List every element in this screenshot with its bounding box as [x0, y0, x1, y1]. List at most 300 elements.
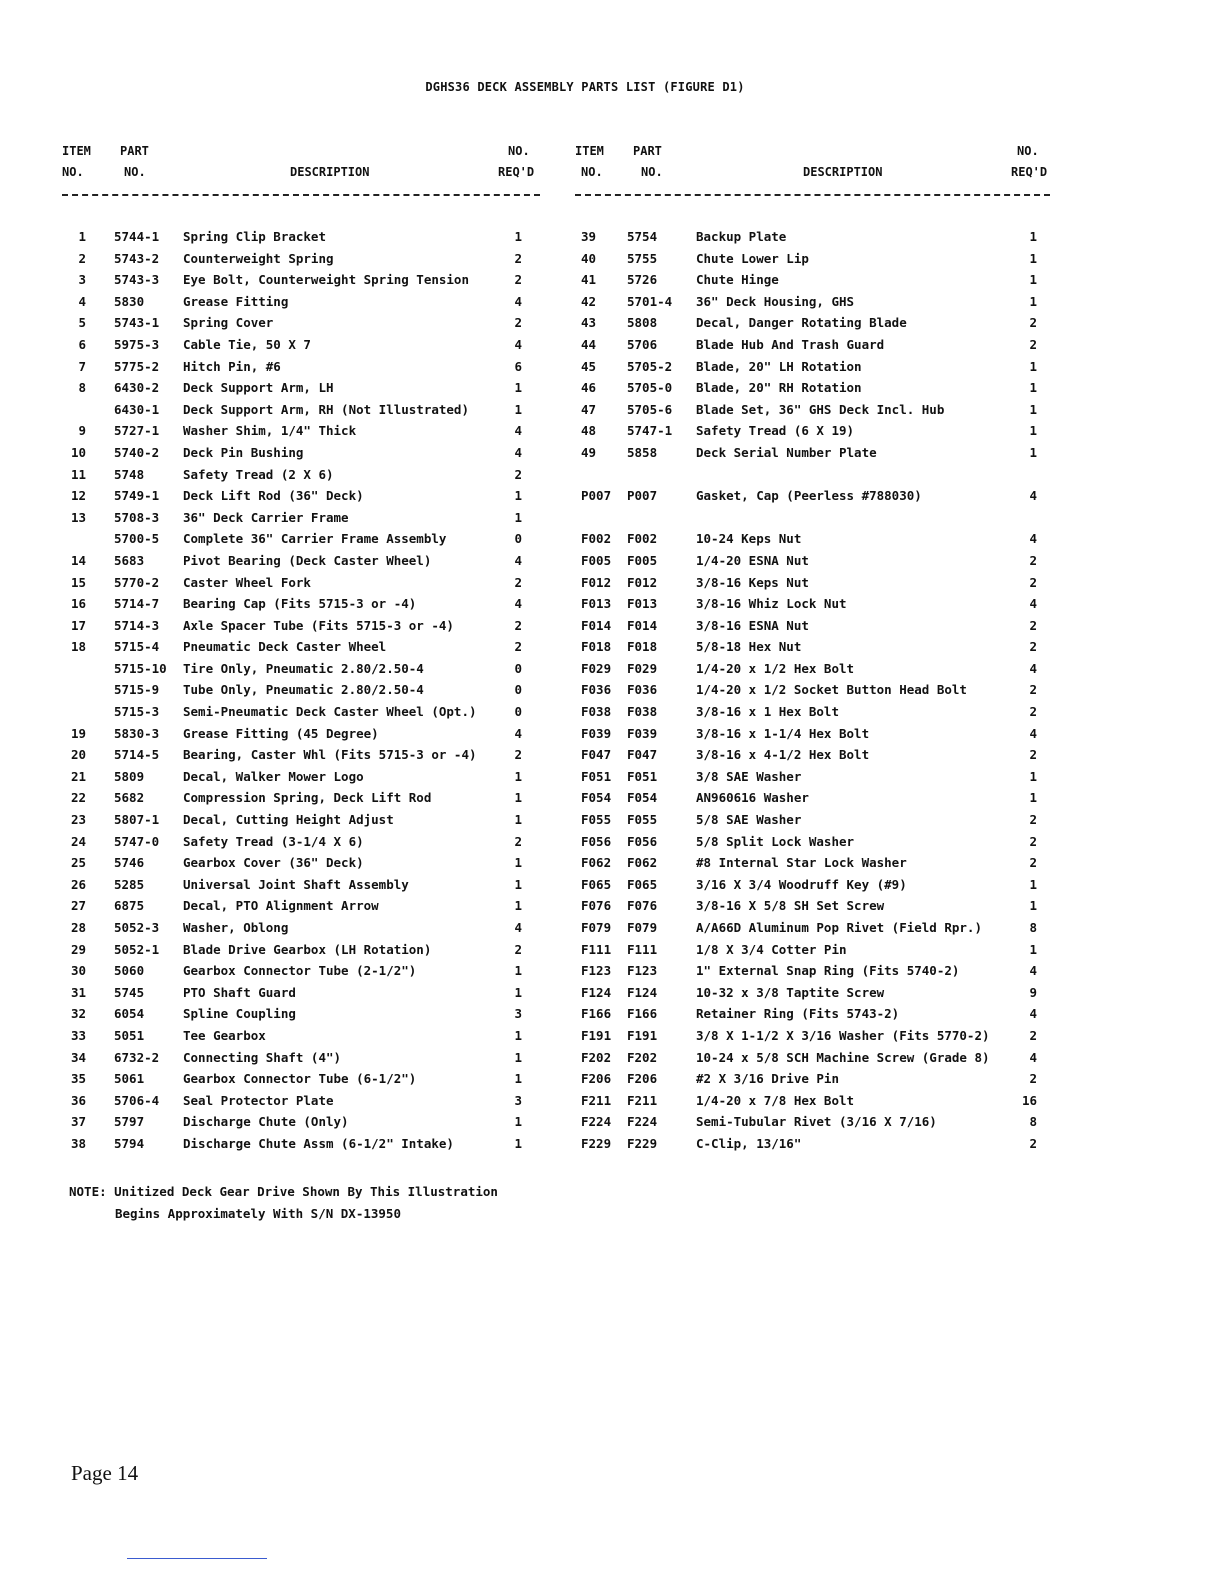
quantity-required: 2 [1029, 855, 1037, 871]
part-number: F051 [627, 768, 658, 784]
table-row [62, 380, 540, 402]
table-row [62, 1093, 540, 1115]
table-row [575, 769, 1050, 791]
part-number: 6732-2 [114, 1049, 160, 1065]
quantity-required: 2 [514, 617, 522, 633]
quantity-required: 4 [1029, 1049, 1037, 1065]
header-qty-line2: REQ'D [1011, 165, 1048, 179]
part-description: Chute Hinge [696, 272, 779, 288]
part-number: F062 [627, 855, 658, 871]
part-number: F039 [627, 725, 658, 741]
part-description: Chute Lower Lip [696, 250, 809, 266]
quantity-required: 1 [514, 1049, 522, 1065]
table-row [62, 682, 540, 704]
part-description: Blade Hub And Trash Guard [696, 336, 885, 352]
quantity-required: 1 [514, 963, 522, 979]
item-number: F191 [581, 1027, 612, 1043]
quantity-required: 4 [514, 444, 522, 460]
table-row [575, 963, 1050, 985]
item-number: 44 [581, 336, 597, 352]
table-row [575, 359, 1050, 381]
table-row [575, 704, 1050, 726]
item-number: F039 [581, 725, 612, 741]
part-description: 1/4-20 x 1/2 Socket Button Head Bolt [696, 682, 967, 698]
part-number: 6875 [114, 898, 145, 914]
table-row [62, 445, 540, 467]
part-number: 5830-3 [114, 725, 160, 741]
table-row [62, 661, 540, 683]
item-number: F076 [581, 898, 612, 914]
part-number: F013 [627, 596, 658, 612]
item-number: 11 [70, 466, 86, 482]
table-row [62, 294, 540, 316]
part-number: F076 [627, 898, 658, 914]
part-description: Spring Clip Bracket [183, 229, 326, 244]
part-description: Discharge Chute (Only) [183, 1114, 349, 1130]
part-description: 1/8 X 3/4 Cotter Pin [696, 941, 847, 957]
table-row [575, 1136, 1050, 1158]
part-description: 10-32 x 3/8 Taptite Screw [696, 984, 885, 1000]
quantity-required: 1 [1029, 380, 1037, 396]
part-number: 5683 [114, 552, 145, 568]
part-description: 3/8-16 Keps Nut [696, 574, 809, 590]
part-number: F005 [627, 552, 658, 568]
quantity-required: 1 [1029, 250, 1037, 266]
table-row [62, 272, 540, 294]
part-description: Deck Lift Rod (36" Deck) [183, 488, 364, 504]
quantity-required: 1 [514, 1071, 522, 1087]
item-number: F055 [581, 812, 612, 828]
item-number: F166 [581, 1006, 612, 1022]
quantity-required: 2 [1029, 574, 1037, 590]
part-description: Cable Tie, 50 X 7 [183, 336, 311, 352]
item-number: 40 [581, 250, 597, 266]
quantity-required: 4 [1029, 1006, 1037, 1022]
part-description: Axle Spacer Tube (Fits 5715-3 or -4) [183, 617, 454, 633]
quantity-required: 2 [514, 272, 522, 288]
header-part-line1: PART [633, 144, 662, 158]
item-number: 26 [70, 876, 86, 892]
table-row [575, 510, 1050, 532]
part-number: F166 [627, 1006, 658, 1022]
part-description: Semi-Tubular Rivet (3/16 X 7/16) [696, 1114, 937, 1130]
item-number: 39 [581, 229, 597, 244]
part-description: Spline Coupling [183, 1006, 296, 1022]
item-number: 36 [70, 1092, 86, 1108]
table-row [62, 704, 540, 726]
table-row [575, 531, 1050, 553]
part-description: Semi-Pneumatic Deck Caster Wheel (Opt.) [183, 704, 477, 720]
part-number: 5682 [114, 790, 145, 806]
quantity-required: 2 [514, 639, 522, 655]
item-number: 49 [581, 444, 597, 460]
part-description: #8 Internal Star Lock Washer [696, 855, 907, 871]
table-row [62, 812, 540, 834]
quantity-required: 4 [514, 293, 522, 309]
part-number: 5747-0 [114, 833, 160, 849]
part-number: F124 [627, 984, 658, 1000]
item-number: F224 [581, 1114, 612, 1130]
part-number: F002 [627, 531, 658, 547]
quantity-required: 4 [1029, 963, 1037, 979]
part-number: 5743-1 [114, 315, 160, 331]
table-row [62, 1028, 540, 1050]
part-number: 5726 [627, 272, 658, 288]
quantity-required: 4 [514, 596, 522, 612]
quantity-required: 4 [514, 725, 522, 741]
quantity-required: 1 [1029, 898, 1037, 914]
item-number: F005 [581, 552, 612, 568]
item-number: 10 [70, 444, 86, 460]
item-number: F211 [581, 1092, 612, 1108]
part-description: Gasket, Cap (Peerless #788030) [696, 488, 922, 504]
table-row [575, 272, 1050, 294]
item-number: 2 [78, 250, 86, 266]
quantity-required: 1 [1029, 876, 1037, 892]
table-row [575, 877, 1050, 899]
quantity-required: 1 [514, 898, 522, 914]
item-number: 20 [70, 747, 86, 763]
part-description: 3/8-16 ESNA Nut [696, 617, 809, 633]
table-row [575, 920, 1050, 942]
table-row [575, 1093, 1050, 1115]
part-number: 5747-1 [627, 423, 673, 439]
part-description: 3/8 SAE Washer [696, 768, 802, 784]
part-description: 3/8-16 Whiz Lock Nut [696, 596, 847, 612]
item-number: P007 [581, 488, 612, 504]
quantity-required: 1 [514, 855, 522, 871]
table-row [575, 251, 1050, 273]
table-row [62, 315, 540, 337]
table-row [575, 639, 1050, 661]
item-number: 15 [70, 574, 86, 590]
table-row [575, 1050, 1050, 1072]
part-number: 5807-1 [114, 812, 160, 828]
part-number: 5754 [627, 229, 658, 244]
part-number: F211 [627, 1092, 658, 1108]
table-row [575, 618, 1050, 640]
note-block [69, 1181, 498, 1224]
part-number: 5708-3 [114, 509, 160, 525]
quantity-required: 2 [1029, 1135, 1037, 1151]
parts-table-left [62, 142, 540, 1158]
quantity-required: 1 [1029, 768, 1037, 784]
quantity-required: 2 [514, 315, 522, 331]
part-number: F123 [627, 963, 658, 979]
quantity-required: 1 [1029, 358, 1037, 374]
quantity-required: 1 [514, 790, 522, 806]
part-number: F012 [627, 574, 658, 590]
item-number: 16 [70, 596, 86, 612]
item-number: 3 [78, 272, 86, 288]
part-number: 5715-3 [114, 704, 160, 720]
part-description: Blade, 20" LH Rotation [696, 358, 862, 374]
part-description: 3/8-16 X 5/8 SH Set Screw [696, 898, 885, 914]
part-description: Pivot Bearing (Deck Caster Wheel) [183, 552, 432, 568]
part-number: 5061 [114, 1071, 145, 1087]
part-number: 5975-3 [114, 336, 160, 352]
table-row [62, 877, 540, 899]
part-description: 3/16 X 3/4 Woodruff Key (#9) [696, 876, 907, 892]
table-row [575, 575, 1050, 597]
part-description: Washer Shim, 1/4" Thick [183, 423, 357, 439]
part-description: Eye Bolt, Counterweight Spring Tension [183, 272, 469, 288]
part-description: Gearbox Connector Tube (6-1/2") [183, 1071, 417, 1087]
quantity-required: 4 [514, 423, 522, 439]
quantity-required: 1 [1029, 444, 1037, 460]
table-row [62, 790, 540, 812]
header-item-line2: NO. [62, 165, 84, 179]
part-number: 5746 [114, 855, 145, 871]
part-number: F036 [627, 682, 658, 698]
note-line-2: Begins Approximately With S/N DX-13950 [115, 1205, 401, 1221]
part-description: Universal Joint Shaft Assembly [183, 876, 409, 892]
table-row [575, 855, 1050, 877]
quantity-required: 1 [514, 984, 522, 1000]
item-number: F202 [581, 1049, 612, 1065]
item-number: 14 [70, 552, 86, 568]
quantity-required: 1 [514, 401, 522, 417]
note-line-1: NOTE: Unitized Deck Gear Drive Shown By This Illustration [69, 1184, 498, 1199]
table-row [62, 510, 540, 532]
item-number: 41 [581, 272, 597, 288]
parts-rows [62, 229, 540, 1158]
part-description: Retainer Ring (Fits 5743-2) [696, 1006, 900, 1022]
part-number: 5830 [114, 293, 145, 309]
part-description: Spring Cover [183, 315, 274, 331]
item-number: 27 [70, 898, 86, 914]
part-number: 5714-5 [114, 747, 160, 763]
part-number: F111 [627, 941, 658, 957]
part-number: 5715-10 [114, 660, 167, 676]
table-row [62, 467, 540, 489]
item-number: F038 [581, 704, 612, 720]
part-number: 5858 [627, 444, 658, 460]
item-number: 23 [70, 812, 86, 828]
quantity-required: 1 [514, 1135, 522, 1151]
item-number: 5 [78, 315, 86, 331]
quantity-required: 4 [1029, 725, 1037, 741]
part-description: Backup Plate [696, 229, 787, 244]
table-row [62, 1050, 540, 1072]
part-description: AN960616 Washer [696, 790, 809, 806]
quantity-required: 1 [514, 380, 522, 396]
part-description: C-Clip, 13/16" [696, 1135, 802, 1151]
part-description: 36" Deck Carrier Frame [183, 509, 349, 525]
quantity-required: 2 [1029, 682, 1037, 698]
part-description: Blade, 20" RH Rotation [696, 380, 862, 396]
part-description: Deck Serial Number Plate [696, 444, 877, 460]
item-number: F029 [581, 660, 612, 676]
part-description: Deck Support Arm, LH [183, 380, 334, 396]
item-number: 1 [78, 229, 86, 244]
header-description: DESCRIPTION [803, 165, 883, 179]
part-number: 5740-2 [114, 444, 160, 460]
table-row [62, 251, 540, 273]
quantity-required: 0 [514, 531, 522, 547]
part-description: Decal, Cutting Height Adjust [183, 812, 394, 828]
part-number: 5775-2 [114, 358, 160, 374]
dashed-divider [62, 194, 540, 196]
quantity-required: 2 [1029, 833, 1037, 849]
part-number: F054 [627, 790, 658, 806]
part-number: 5744-1 [114, 229, 160, 244]
table-row [575, 380, 1050, 402]
quantity-required: 1 [514, 229, 522, 244]
item-number: 8 [78, 380, 86, 396]
item-number: 18 [70, 639, 86, 655]
part-description: Gearbox Connector Tube (2-1/2") [183, 963, 417, 979]
table-row [575, 423, 1050, 445]
table-row [575, 596, 1050, 618]
part-description: Bearing, Caster Whl (Fits 5715-3 or -4) [183, 747, 477, 763]
quantity-required: 4 [1029, 660, 1037, 676]
item-number: 35 [70, 1071, 86, 1087]
quantity-required: 1 [1029, 293, 1037, 309]
quantity-required: 1 [514, 1027, 522, 1043]
part-number: F038 [627, 704, 658, 720]
table-row [575, 747, 1050, 769]
part-number: F056 [627, 833, 658, 849]
quantity-required: 1 [514, 488, 522, 504]
item-number: 47 [581, 401, 597, 417]
part-description: 5/8-18 Hex Nut [696, 639, 802, 655]
part-number: 5755 [627, 250, 658, 266]
quantity-required: 2 [1029, 617, 1037, 633]
part-description: Tire Only, Pneumatic 2.80/2.50-4 [183, 660, 424, 676]
page-number: Page 14 [71, 1461, 139, 1485]
table-row [575, 315, 1050, 337]
table-row [62, 359, 540, 381]
item-number: F062 [581, 855, 612, 871]
item-number: F065 [581, 876, 612, 892]
page-title: DGHS36 DECK ASSEMBLY PARTS LIST (FIGURE D1) [425, 80, 745, 94]
quantity-required: 1 [1029, 790, 1037, 806]
item-number: 9 [78, 423, 86, 439]
item-number: 4 [78, 293, 86, 309]
quantity-required: 2 [1029, 1027, 1037, 1043]
table-row [575, 488, 1050, 510]
table-row [575, 1071, 1050, 1093]
quantity-required: 4 [514, 336, 522, 352]
part-description: Gearbox Cover (36" Deck) [183, 855, 364, 871]
part-description: Safety Tread (2 X 6) [183, 466, 334, 482]
header-item-line1: ITEM [575, 144, 604, 158]
part-description: Deck Support Arm, RH (Not Illustrated) [183, 401, 469, 417]
table-row [62, 531, 540, 553]
header-part-line2: NO. [641, 165, 663, 179]
quantity-required: 8 [1029, 1114, 1037, 1130]
quantity-required: 2 [1029, 552, 1037, 568]
quantity-required: 1 [1029, 229, 1037, 244]
quantity-required: 1 [514, 1114, 522, 1130]
part-description: 10-24 Keps Nut [696, 531, 802, 547]
part-number: F079 [627, 920, 658, 935]
item-number: 38 [70, 1135, 86, 1151]
quantity-required: 4 [514, 920, 522, 935]
quantity-required: 2 [1029, 812, 1037, 828]
quantity-required: 8 [1029, 920, 1037, 935]
header-part-line2: NO. [124, 165, 146, 179]
table-row [62, 942, 540, 964]
parts-table-right [575, 142, 1050, 1158]
footer-rule [127, 1558, 267, 1559]
part-description: Compression Spring, Deck Lift Rod [183, 790, 432, 806]
part-number: 5060 [114, 963, 145, 979]
part-description: A/A66D Aluminum Pop Rivet (Field Rpr.) [696, 920, 982, 935]
part-description: Hitch Pin, #6 [183, 358, 281, 374]
quantity-required: 1 [1029, 272, 1037, 288]
item-number: F123 [581, 963, 612, 979]
part-number: 5770-2 [114, 574, 160, 590]
part-description: Tee Gearbox [183, 1027, 266, 1043]
part-number: F202 [627, 1049, 658, 1065]
part-description: Caster Wheel Fork [183, 574, 311, 590]
part-description: 5/8 SAE Washer [696, 812, 802, 828]
item-number: F079 [581, 920, 612, 935]
quantity-required: 1 [514, 812, 522, 828]
item-number: 43 [581, 315, 597, 331]
part-number: 5701-4 [627, 293, 673, 309]
item-number: F056 [581, 833, 612, 849]
item-number: 32 [70, 1006, 86, 1022]
part-description: Complete 36" Carrier Frame Assembly [183, 531, 447, 547]
part-description: Decal, Danger Rotating Blade [696, 315, 907, 331]
table-row [575, 1028, 1050, 1050]
table-row [62, 639, 540, 661]
table-row [62, 553, 540, 575]
table-row [575, 445, 1050, 467]
part-number: 6430-1 [114, 401, 160, 417]
part-number: 5714-3 [114, 617, 160, 633]
table-row [62, 488, 540, 510]
part-description: Blade Drive Gearbox (LH Rotation) [183, 941, 432, 957]
table-row [575, 402, 1050, 424]
part-number: 5743-2 [114, 250, 160, 266]
quantity-required: 2 [514, 466, 522, 482]
item-number: F051 [581, 768, 612, 784]
quantity-required: 1 [1029, 423, 1037, 439]
quantity-required: 2 [1029, 1071, 1037, 1087]
part-number: 5052-3 [114, 920, 160, 935]
quantity-required: 2 [1029, 704, 1037, 720]
item-number: 13 [70, 509, 86, 525]
item-number: 46 [581, 380, 597, 396]
item-number: 30 [70, 963, 86, 979]
part-description: Tube Only, Pneumatic 2.80/2.50-4 [183, 682, 424, 698]
item-number: F036 [581, 682, 612, 698]
table-row [575, 553, 1050, 575]
table-header [575, 142, 1050, 184]
part-number: 5705-2 [627, 358, 673, 374]
table-row [62, 229, 540, 251]
quantity-required: 2 [514, 574, 522, 590]
item-number: F018 [581, 639, 612, 655]
header-item-line2: NO. [581, 165, 603, 179]
quantity-required: 4 [514, 552, 522, 568]
item-number: 29 [70, 941, 86, 957]
table-row [62, 618, 540, 640]
quantity-required: 2 [514, 747, 522, 763]
part-description: 1/4-20 ESNA Nut [696, 552, 809, 568]
quantity-required: 3 [514, 1006, 522, 1022]
quantity-required: 2 [1029, 315, 1037, 331]
header-description: DESCRIPTION [290, 165, 370, 179]
item-number: 19 [70, 725, 86, 741]
part-number: 5700-5 [114, 531, 160, 547]
quantity-required: 2 [1029, 747, 1037, 763]
quantity-required: 2 [1029, 639, 1037, 655]
